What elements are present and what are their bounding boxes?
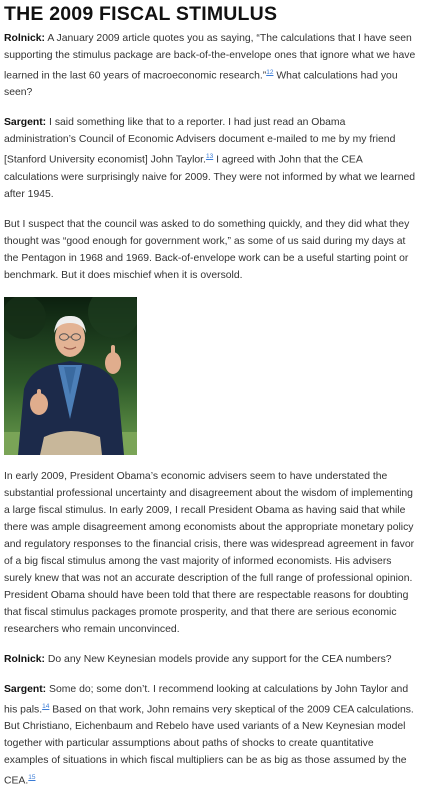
footnote-link[interactable]: 12: [266, 69, 274, 76]
paragraph-4: [4, 468, 418, 638]
speaker-label: Sargent:: [4, 683, 47, 695]
paragraph-1: [4, 30, 418, 101]
paragraph-text: Do any New Keynesian models provide any support for the CEA numbers?: [45, 653, 392, 665]
portrait-illustration: [4, 297, 137, 455]
paragraph-text: A January 2009 article quotes you as saying, “The calculations that I have seen supporting the stimulus package are back-of-the-envelope ones that ignore what we have learned in the last 60 years of macroeconomic research.”: [4, 33, 416, 82]
paragraph-text: But I suspect that the council was asked to do something quickly, and they did what they thought was “good enough for government work,” as some of us said during my days at the Pentagon in 1968 and 1969. Back-of-envelope work can be a useful starting point or benchmark. But it does mischief when it is oversold.: [4, 218, 410, 281]
speaker-label: Rolnick:: [4, 653, 45, 665]
paragraph-text: I said something like that to a reporter. I had just read an Obama administration’s Council of Economic Advisers document e-mailed to me by my friend [Stanford University economist] John Taylor.: [4, 117, 396, 166]
speaker-label: Sargent:: [4, 117, 47, 129]
paragraph-5: [4, 651, 418, 668]
paragraph-text-cont: Based on that work, John remains very skeptical of the 2009 CEA calculations. But Christiano, Eichenbaum and Rebelo have used variants of a New Keynesian model together with particular assumptions about paths of shocks to create quantitative examples of situations in which fiscal multipliers can be as big as those assumed by the CEA.: [4, 704, 414, 787]
paragraph-text-cont: I agreed with John that the CEA calculations were surprisingly naive for 2009. They were not informed by what we learned after 1945.: [4, 154, 416, 200]
paragraph-text: Some do; some don’t. I recommend looking at calculations by John Taylor and his pals.: [4, 683, 409, 716]
portrait-photo: [4, 297, 137, 455]
paragraph-6: [4, 681, 418, 790]
paragraph-3: [4, 216, 418, 284]
section-title: THE 2009 FISCAL STIMULUS: [4, 3, 278, 25]
speaker-label: Rolnick:: [4, 33, 45, 44]
paragraph-text: In early 2009, President Obama’s economic advisers seem to have understated the substantial professional uncertainty and disagreement about the wisdom of implementing a large fiscal stimulus. In early 2009, I recall President Obama as having said that while there was ample disagreement among economists about the appropriate monetary policy and regulatory responses to the financial crisis, there was widespread agreement in favor of a big fiscal stimulus among the vast majority of informed economists. His advisers surely knew that was not an accurate description of the full range of professional opinion. President Obama should have been told that there are respectable reasons for doubting that fiscal stimulus packages promote prosperity, and that there are serious economic researchers who remain unconvinced.: [4, 470, 415, 635]
article: [0, 2, 422, 790]
footnote-link[interactable]: 15: [28, 774, 36, 782]
footnote-link[interactable]: 14: [42, 702, 50, 710]
paragraph-text-cont: What calculations had you seen?: [4, 70, 398, 99]
footnote-link[interactable]: 13: [205, 153, 214, 161]
paragraph-2: [4, 114, 418, 202]
